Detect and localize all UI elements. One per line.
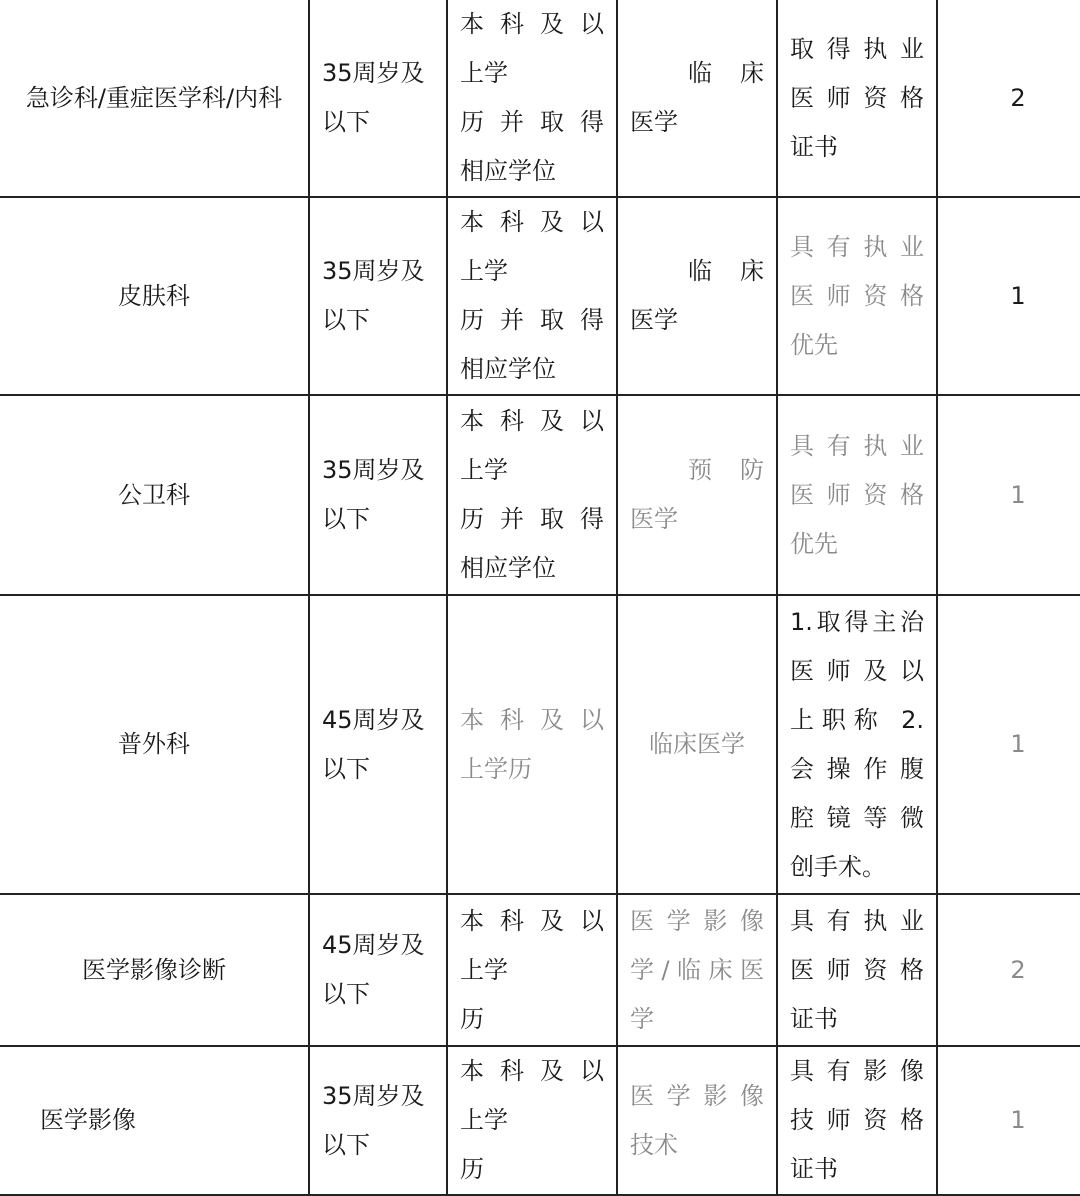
qualification-text-line: 1.取得主治 [790,607,924,636]
age-cell [309,1046,447,1195]
major-text-line: 临床医学 [649,730,745,758]
education-text-line: 上学 [460,1106,508,1134]
qualification-text-line: 取得执业 [790,34,924,63]
education-text-line: 上学历 [460,754,532,783]
major-text-line: 医学 [630,108,678,136]
education-text-line: 本科及以 [460,10,604,38]
education-cell [447,0,617,197]
department-text-line: 医学影像诊断 [82,955,226,984]
qualification-text-line: 证书 [790,1155,838,1183]
age-text-line: 以下 [322,306,370,334]
major-text-line: 医学 [630,505,678,533]
major-cell [617,595,777,894]
qualification-cell [777,0,937,197]
qualification-text-line: 具有执业 [790,431,924,460]
major-text-line: 医学影像 [630,906,764,935]
qualification-text-line: 医师资格 [790,480,924,509]
count-cell [937,894,1080,1046]
qualification-text-line: 优先 [790,330,838,359]
education-text-line: 本科及以 [460,208,604,236]
education-text-line: 历并取得 [460,108,604,136]
department-cell [0,395,309,595]
major-cell [617,0,777,197]
major-text-line: 技术 [630,1130,678,1159]
qualification-text-line: 腔镜等微 [790,803,924,832]
age-text-line: 以下 [322,505,370,533]
major-text-line: 学/临床医 [630,955,764,984]
education-text-line: 上学 [460,456,508,484]
department-text-line: 公卫科 [118,480,190,509]
education-text-line: 历并取得 [460,505,604,533]
age-cell [309,595,447,894]
count-text-line: 1 [1010,730,1026,758]
education-cell [447,595,617,894]
age-cell [309,0,447,197]
education-cell [447,395,617,595]
education-text-line: 相应学位 [460,355,556,383]
count-text-line: 2 [1010,83,1026,112]
age-text-line: 35周岁及 [322,1081,425,1110]
table-row [0,0,1080,197]
count-cell [937,197,1080,395]
major-cell [617,395,777,595]
table-row [0,1046,1080,1195]
major-text-line: 医学 [630,306,678,334]
major-text-line: 学 [630,1004,654,1033]
age-text-line: 以下 [322,980,370,1008]
age-cell [309,395,447,595]
qualification-text-line: 证书 [790,132,838,161]
qualification-cell [777,197,937,395]
education-text-line: 上学 [460,257,508,285]
qualification-text-line: 上职称 2. [790,705,924,734]
education-cell [447,197,617,395]
table-row [0,395,1080,595]
age-text-line: 以下 [322,754,370,783]
age-text-line: 以下 [322,1130,370,1159]
department-text-line: 医学影像 [40,1106,136,1134]
education-text-line: 相应学位 [460,554,556,582]
count-cell [937,0,1080,197]
education-text-line: 本科及以 [460,705,604,734]
qualification-text-line: 具有执业 [790,232,924,261]
qualification-cell [777,1046,937,1195]
qualification-cell [777,395,937,595]
count-text-line: 1 [1010,281,1026,310]
table-row [0,595,1080,894]
count-cell [937,595,1080,894]
major-text-line: 医学影像 [630,1081,764,1110]
department-cell [0,894,309,1046]
age-cell [309,197,447,395]
qualification-cell [777,894,937,1046]
major-cell [617,894,777,1046]
department-text-line: 急诊科/重症医学科/内科 [25,83,283,112]
count-text-line: 2 [1010,955,1026,984]
age-text-line: 45周岁及 [322,931,425,959]
education-cell [447,894,617,1046]
education-text-line: 本科及以 [460,407,604,435]
count-text-line: 1 [1010,1106,1026,1134]
qualification-text-line: 医师资格 [790,83,924,112]
education-cell [447,1046,617,1195]
qualification-text-line: 医师及以 [790,656,924,685]
major-text-line: 临床 [688,59,764,87]
education-text-line: 历 [460,1155,484,1183]
major-text-line: 预防 [688,456,764,484]
department-cell [0,0,309,197]
age-text-line: 35周岁及 [322,257,425,285]
department-cell [0,595,309,894]
education-text-line: 本科及以 [460,1057,604,1085]
department-cell [0,197,309,395]
education-text-line: 历 [460,1004,484,1033]
qualification-text-line: 会操作腹 [790,754,924,783]
qualification-text-line: 具有影像 [790,1057,924,1085]
qualification-text-line: 技师资格 [790,1106,924,1134]
education-text-line: 本科及以 [460,906,604,935]
table-row [0,197,1080,395]
qualification-text-line: 具有执业 [790,906,924,935]
age-text-line: 35周岁及 [322,59,425,87]
education-text-line: 历并取得 [460,306,604,334]
education-text-line: 相应学位 [460,157,556,185]
age-text-line: 45周岁及 [322,705,425,734]
count-cell [937,1046,1080,1195]
major-cell [617,197,777,395]
education-text-line: 上学 [460,955,508,984]
department-text-line: 普外科 [118,730,190,758]
qualification-text-line: 创手术。 [790,852,886,881]
age-text-line: 35周岁及 [322,456,425,484]
table-row [0,894,1080,1046]
qualification-text-line: 医师资格 [790,281,924,310]
department-cell [0,1046,309,1195]
age-cell [309,894,447,1046]
qualification-text-line: 证书 [790,1004,838,1033]
qualification-cell [777,595,937,894]
education-text-line: 上学 [460,59,508,87]
major-text-line: 临床 [688,257,764,285]
qualification-text-line: 优先 [790,529,838,558]
qualification-text-line: 医师资格 [790,955,924,984]
count-cell [937,395,1080,595]
age-text-line: 以下 [322,108,370,136]
major-cell [617,1046,777,1195]
department-text-line: 皮肤科 [118,281,190,310]
count-text-line: 1 [1010,480,1026,509]
